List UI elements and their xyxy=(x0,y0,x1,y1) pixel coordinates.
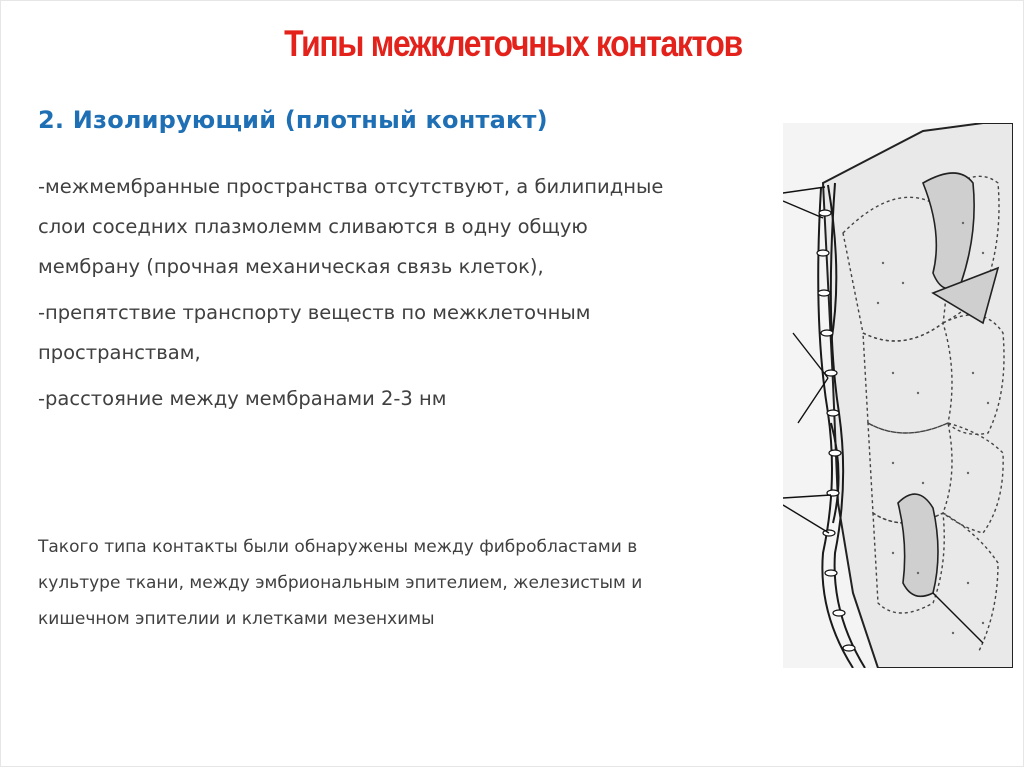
tight-junction-illustration xyxy=(783,123,1013,668)
tight-junction-drawing xyxy=(783,123,1013,668)
section-heading: 2. Изолирующий (плотный контакт) xyxy=(38,106,548,134)
bullet-list xyxy=(38,167,686,425)
slide-title: Типы межклеточных контактов xyxy=(284,23,742,64)
bullet-item: -расстояние между мембранами 2-3 нм xyxy=(38,387,447,410)
bullet-item: -препятствие транспорту веществ по межклеточным пространствам, xyxy=(38,301,591,364)
note-paragraph: Такого типа контакты были обнаружены между фибробластами в культуре ткани, между эмбриональным эпителием, железистым и кишечном эпителии и клетками мезенхимы xyxy=(38,537,643,629)
bullet-item: -межмембранные пространства отсутствуют, а билипидные слои соседних плазмолемм сливаются в одну общую мембрану (прочная механическая связь клеток), xyxy=(38,175,664,278)
